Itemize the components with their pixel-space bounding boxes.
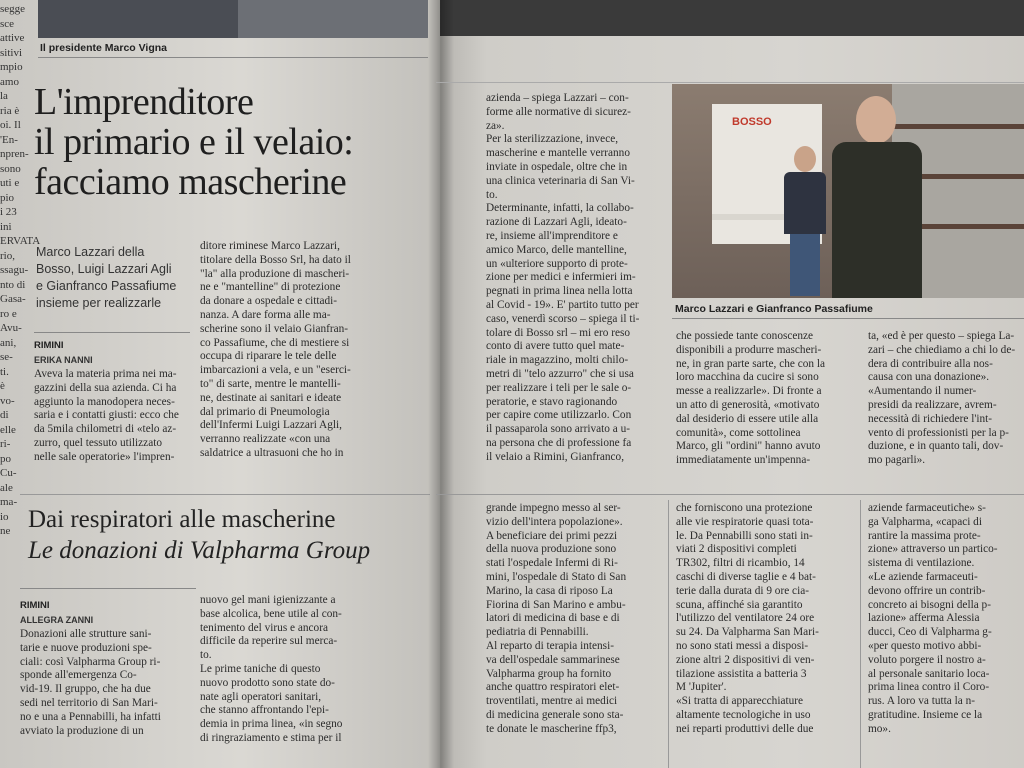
text-line: ro e (0, 307, 17, 320)
text-line: «per questo motivo abbi- (868, 639, 982, 652)
right-top-rule (436, 82, 1024, 83)
text-line: metri di "telo azzurro" che si usa (486, 367, 634, 380)
text-line: per capire come utilizzarlo. Con (486, 409, 632, 422)
text-line: tilazione assistita a batteria 3 (676, 667, 807, 680)
article1-summary (36, 244, 196, 312)
article2-col1 (20, 628, 161, 738)
text-line: l'utilizzo del ventilatore 24 ore (676, 612, 815, 625)
text-line: Fiorina di San Marino e ambu- (486, 598, 626, 611)
text-line: saldatrice a ultrasuoni che ho in (200, 446, 344, 459)
text-line: conto di avere tutto quel mate- (486, 340, 625, 353)
text-line: ne e "mantelline" di protezione (200, 281, 341, 294)
text-line: attive (0, 32, 25, 44)
text-line: no e una a Pennabilli, ha infatti (20, 710, 161, 723)
text-line: da 5mila chilometri di «telo az- (34, 423, 177, 436)
article1-col1 (34, 368, 179, 465)
text-line: M 'Jupiter'. (676, 681, 727, 694)
article2-author: ALLEGRA ZANNI (20, 615, 94, 625)
text-line: della nuova produzione sono (486, 543, 617, 556)
text-line: ciali: così Valpharma Group ri- (20, 655, 161, 668)
text-line: razione di Lazzari Agli, ideato- (486, 216, 627, 229)
text-line: Donazioni alle strutture sani- (20, 628, 152, 640)
text-line: io (0, 510, 9, 523)
page-gutter (428, 0, 454, 768)
text-line: Valpharma group ha fornito (486, 667, 612, 680)
text-line: di ringraziamento e stima per il (200, 731, 342, 744)
text-line: avviato la produzione di un (20, 724, 144, 737)
text-line: ditore riminese Marco Lazzari, (200, 240, 340, 252)
text-line: che forniscono una protezione (676, 502, 813, 514)
headline-line: Le donazioni di Valpharma Group (28, 537, 371, 564)
text-line: zione altri 2 dispositivi di ven- (676, 653, 815, 666)
article2-headline (28, 504, 428, 566)
text-line: su 24. Da Valpharma San Mari- (676, 626, 819, 639)
text-line: titolare della Bosso Srl, ha dato il (200, 253, 351, 266)
text-line: Marco, gli "ordini" hanno avuto (676, 440, 821, 453)
article1-photo (672, 84, 1024, 298)
text-line: ria è (0, 104, 20, 117)
text-line: rio, (0, 249, 15, 262)
text-line: riale in magazzino, molti chilo- (486, 354, 629, 367)
text-line: nei reparti produttivi delle due (676, 722, 814, 735)
text-line: ducci, Ceo di Valpharma g- (868, 626, 992, 639)
text-line: occupa di riparare le tele delle (200, 350, 337, 363)
text-line: Aveva la materia prima nei ma- (34, 368, 177, 380)
text-line: la (0, 90, 8, 102)
text-line: te donate le mascherine ffp3, (486, 722, 617, 735)
text-line: co Passafiume, che di mestiere si (200, 336, 350, 349)
headline-line: facciamo mascherine (34, 161, 347, 203)
text-line: pegnati in prima linea nella lotta (486, 285, 633, 298)
text-line: stati l'ospedale Infermi di Ri- (486, 557, 618, 570)
article2-dateline: RIMINI (20, 600, 50, 611)
text-line: altamente tecnologiche in uso (676, 708, 811, 721)
text-line: caso, venerdì scorso – spiega il ti- (486, 312, 640, 325)
text-line: ERVATA (0, 235, 41, 247)
text-line: va dell'ospedale sammarinese (486, 653, 620, 666)
text-line: uti e (0, 177, 20, 189)
article1-col5 (868, 330, 1015, 468)
text-line: nelle sale operatorie» l'impren- (34, 450, 175, 463)
text-line: inviate in ospedale, oltre che in (486, 160, 628, 173)
text-line: gazzini della sua azienda. Ci ha (34, 381, 177, 394)
text-line: po (0, 452, 11, 465)
text-line: che possiede tante conoscenze (676, 330, 814, 342)
text-line: peratorie, e stavo ragionando (486, 395, 618, 408)
text-line: latori di medicina di base e di (486, 612, 620, 625)
text-line: dell'Infermi Luigi Lazzari Agli, (200, 419, 342, 432)
text-line: il velaio a Rimini, Gianfranco, (486, 450, 625, 463)
text-line: mo pagarli». (868, 454, 926, 467)
text-line: prima linea contro il Coro- (868, 681, 990, 694)
person-marco-lazzari (782, 146, 826, 296)
text-line: una clinica veterinaria di San Vi- (486, 174, 635, 187)
text-line: vid-19. Il gruppo, che ha due (20, 683, 151, 696)
text-line: nanza. A dare forma alle ma- (200, 308, 331, 321)
text-line: vento di professionisti per la p- (868, 426, 1009, 439)
text-line: gratitudine. Insieme ce la (868, 708, 983, 721)
top-photo-caption: Il presidente Marco Vigna (40, 42, 168, 54)
text-line: necessità di richiedere l'int- (868, 412, 993, 425)
text-line: pio (0, 191, 15, 204)
text-line: nuovo prodotto sono state do- (200, 676, 335, 689)
text-line: zione» attraverso un partico- (868, 543, 998, 556)
text-line: «Le aziende farmaceuti- (868, 570, 978, 583)
article1-dateline: RIMINI (34, 340, 64, 351)
text-line: messe a realizzarle». Di fronte a (676, 385, 822, 398)
text-line: ti. (0, 365, 9, 378)
text-line: un «ulteriore supporto di prote- (486, 257, 628, 270)
summary-line: insieme per realizzarle (36, 296, 162, 310)
text-line: saria e i contatti giusti: ecco che (34, 409, 179, 422)
text-line: immediatamente un'impenna- (676, 454, 811, 467)
text-line: Determinante, infatti, la collabo- (486, 202, 634, 215)
text-line: ne, in gran parte sarte, che con la (676, 357, 825, 370)
text-line: ne, destinate ai sanitari e ideate (200, 391, 342, 404)
text-line: zurro, quel tessuto utilizzato (34, 436, 162, 449)
text-line: mascherine e mantelle verranno (486, 147, 630, 160)
text-line: forme alle normative di sicurez- (486, 105, 631, 118)
text-line: ne (0, 525, 11, 537)
text-line: ri- (0, 438, 11, 450)
text-line: troventilati, mentre ai medici (486, 695, 618, 708)
headline-line: Dai respiratori alle mascherine (28, 506, 336, 533)
text-line: demia in prima linea, «in segno (200, 718, 343, 731)
text-line: al Covid - 19». E' partito tutto per (486, 298, 639, 311)
text-line: di (0, 409, 9, 421)
text-line: nuovo gel mani igienizzante a (200, 594, 336, 606)
text-line: rus. A loro va tutta la n- (868, 695, 975, 708)
text-line: Per la sterilizzazione, invece, (486, 133, 619, 146)
text-line: nto di (0, 278, 26, 291)
summary-line: Marco Lazzari della (36, 245, 145, 259)
text-line: sistema di ventilazione. (868, 557, 975, 570)
text-line: duzione, e in quanto tali, dov- (868, 440, 1004, 453)
text-line: Gasa- (0, 293, 26, 305)
text-line: concreto ai bisogni della p- (868, 598, 991, 611)
text-line: re, insieme all'imprenditore e (486, 229, 618, 242)
left-newspaper-page (0, 0, 440, 768)
text-line: Marino, la casa di riposo La (486, 584, 613, 597)
text-line: na persona che di professione fa (486, 436, 632, 449)
text-line: pediatria di Pennabilli. (486, 626, 589, 639)
left-edge-column (0, 2, 41, 539)
text-line: «Si tratta di apparecchiature (676, 695, 804, 708)
text-line: za». (486, 119, 505, 132)
text-line: oi. Il (0, 119, 21, 131)
text-line: "la" alla produzione di mascheri- (200, 267, 350, 280)
text-line: Le prime taniche di questo (200, 662, 321, 675)
text-line: terie dalla durata di 9 ore cia- (676, 584, 809, 597)
text-line: viati 2 dispositivi completi (676, 543, 797, 556)
text-line: ini (0, 220, 12, 233)
text-line: dera di contribuire alla nos- (868, 357, 993, 370)
text-line: amico Marco, delle mantelline, (486, 243, 627, 256)
text-line: da donare a ospedale e cittadi- (200, 295, 338, 308)
text-line: nate agli operatori sanitari, (200, 690, 322, 703)
article2-rule (20, 588, 196, 589)
text-line: azienda – spiega Lazzari – con- (486, 92, 629, 104)
section-divider (20, 494, 430, 495)
headline-line: il primario e il velaio: (34, 121, 354, 163)
text-line: tenimento del virus e ancora (200, 621, 328, 634)
text-line: vizio dell'intera popolazione». (486, 515, 623, 528)
text-line: presidi da realizzare, avrem- (868, 398, 997, 411)
text-line: che stanno affrontando l'epi- (200, 704, 329, 717)
text-line: sponde all'emergenza Co- (20, 669, 137, 682)
text-line: sce (0, 17, 15, 30)
article1-author: ERIKA NANNI (34, 355, 93, 365)
summary-line: Bosso, Luigi Lazzari Agli (36, 262, 172, 276)
text-line: vo- (0, 394, 15, 407)
text-line: TR302, filtri di ricambio, 14 (676, 557, 805, 570)
text-line: npren- (0, 148, 29, 160)
text-line: di medicina generale sono sta- (486, 708, 624, 721)
column-rule (668, 500, 669, 768)
text-line: per realizzare i teli per le sale o- (486, 381, 632, 394)
text-line: 'En- (0, 133, 18, 146)
text-line: tolare di Bosso srl – mi ero reso (486, 326, 631, 339)
article1-col2 (200, 240, 351, 461)
text-line: aziende farmaceutiche» s- (868, 502, 986, 514)
text-line: tarie e nuove produzioni spe- (20, 641, 152, 654)
article2-col2 (200, 594, 342, 746)
caption-rule (38, 57, 428, 58)
article1-col3 (486, 92, 639, 465)
text-line: sedi nel territorio di San Mari- (20, 696, 158, 709)
text-line: A beneficiare dei primi pezzi (486, 529, 618, 542)
text-line: se- (0, 351, 13, 363)
right-section-divider (436, 494, 1024, 495)
text-line: al personale sanitario loca- (868, 667, 990, 680)
text-line: le. Da Pennabilli sono stati in- (676, 529, 813, 542)
text-line: zari – che chiediamo a chi lo de- (868, 343, 1016, 356)
text-line: Avu- (0, 322, 22, 334)
summary-rule (34, 332, 190, 333)
article1-col4 (676, 330, 825, 468)
text-line: difficile da reperire sul merca- (200, 635, 338, 648)
text-line: scherine sono il velaio Gianfran- (200, 322, 349, 335)
text-line: caschi di diverse taglie e 4 bat- (676, 570, 816, 583)
text-line: to. (200, 649, 212, 662)
text-line: Cu- (0, 467, 17, 479)
summary-line: e Gianfranco Passafiume (36, 279, 177, 293)
text-line: verranno realizzate «con una (200, 433, 331, 446)
headline-line: L'imprenditore (34, 81, 254, 123)
text-line: un atto di generosità, «motivato (676, 398, 820, 411)
text-line: to" di sarte, mentre le mantelli- (200, 377, 341, 390)
text-line: alle vie respiratorie quasi tota- (676, 515, 814, 528)
text-line: mpio (0, 61, 23, 73)
text-line: zione per medici e infermieri im- (486, 271, 636, 284)
text-line: to. (486, 188, 498, 201)
text-line: «Aumentando il numer- (868, 385, 977, 398)
article2-col3 (486, 502, 626, 737)
article2-col5 (868, 502, 998, 737)
text-line: sono (0, 162, 21, 175)
text-line: è (0, 380, 5, 392)
person-gianfranco-passafiume (832, 96, 922, 298)
article2-col4 (676, 502, 819, 737)
text-line: disponibili a produrre mascheri- (676, 343, 822, 356)
text-line: mini, l'ospedale di Stato di San (486, 570, 627, 583)
text-line: Al reparto di terapia intensi- (486, 639, 614, 652)
bosso-logo: BOSSO (732, 116, 772, 128)
text-line: ale (0, 481, 13, 494)
text-line: devono offrire un contrib- (868, 584, 986, 597)
text-line: amo (0, 75, 19, 88)
text-line: anche quattro respiratori elet- (486, 681, 620, 694)
text-line: aggiunto la manodopera neces- (34, 395, 175, 408)
text-line: lazione» afferma Alessia (868, 612, 980, 625)
text-line: segge (0, 3, 26, 15)
text-line: ga Valpharma, «capaci di (868, 515, 982, 528)
text-line: ssagu- (0, 264, 29, 276)
text-line: grande impegno messo al ser- (486, 502, 621, 514)
text-line: base alcolica, bene utile al con- (200, 607, 342, 620)
text-line: no sono stati messi a disposi- (676, 639, 809, 652)
text-line: sitivi (0, 46, 23, 59)
photo-caption-rule (672, 318, 1024, 319)
text-line: ani, (0, 336, 17, 349)
text-line: ma- (0, 496, 18, 508)
text-line: rantire la massima prote- (868, 529, 981, 542)
text-line: causa con una donazione». (868, 371, 990, 384)
text-line: mo». (868, 722, 891, 735)
article1-photo-caption: Marco Lazzari e Gianfranco Passafiume (675, 303, 873, 315)
text-line: loro macchina da cucire si sono (676, 371, 819, 384)
text-line: comunità», come sottolinea (676, 426, 801, 439)
text-line: il passaparola sono arrivato a u- (486, 423, 630, 436)
top-photo (38, 0, 428, 38)
text-line: i 23 (0, 206, 17, 218)
text-line: dal primario di Pneumologia (200, 405, 330, 418)
text-line: elle (0, 423, 16, 436)
article1-headline (34, 82, 426, 202)
text-line: scuna, affinché sia garantito (676, 598, 803, 611)
text-line: ta, «ed è per questo – spiega La- (868, 330, 1015, 342)
column-rule (860, 500, 861, 768)
text-line: voluto porgere il nostro a- (868, 653, 986, 666)
text-line: dal desiderio di essere utile alla (676, 412, 819, 425)
text-line: imbarcazioni a vela, e un "eserci- (200, 364, 351, 377)
